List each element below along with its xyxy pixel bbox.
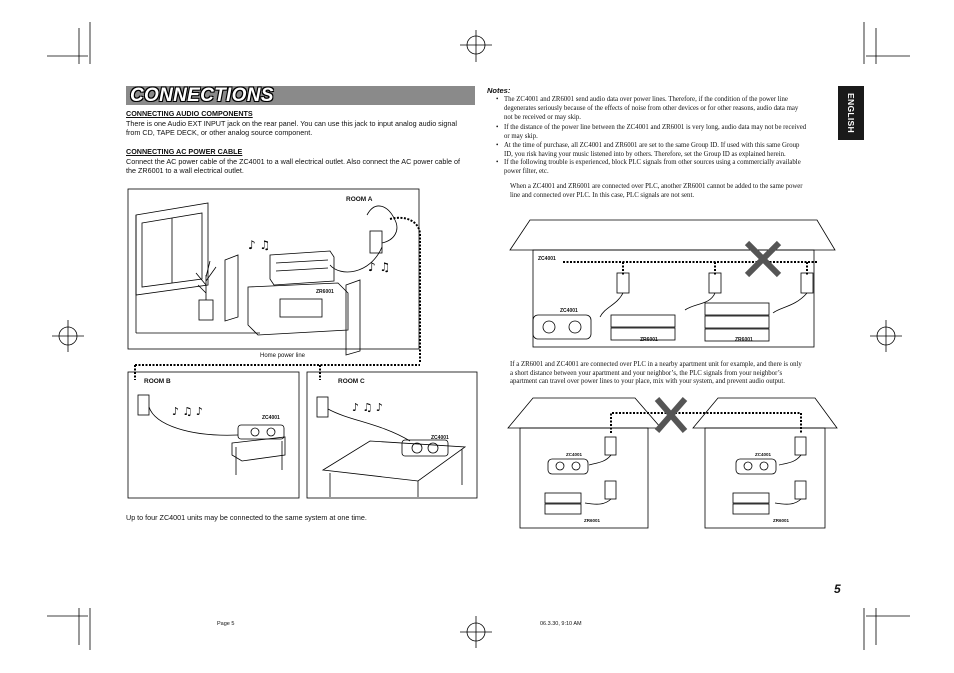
bullet: • [496, 159, 499, 166]
note-item-2: • If the distance of the power line between the ZC4001 and ZR6001 is very long, audio data may not be received or may skip. [496, 124, 807, 140]
note-item-1: • The ZC4001 and ZR6001 send audio data over power lines. Therefore, if the condition of the power line degenerates seriously because of the effects of noise from other devices or for other reasons, audio data may not be received or may skip. [496, 96, 799, 121]
power-line-1: Connect the AC power cable of the ZC4001 to a wall electrical outlet. Also connect the AC power cable of [126, 157, 461, 166]
bullet: • [496, 124, 499, 131]
zr6001-label: ZR6001 [316, 289, 334, 295]
right-house-zr6001-label: ZR6001 [773, 518, 790, 523]
note-item-3: • At the time of purchase, all ZC4001 and ZR6001 are set to the same Group ID. If used with this same Group ID, you risk having your music listened into by others. Therefore, set the Group ID as explained herein. [496, 142, 800, 158]
left-house-zr6001-label: ZR6001 [584, 518, 601, 523]
svg-text:♪ ♫: ♪ ♫ [368, 260, 391, 274]
single-house-diagram [505, 215, 840, 350]
para-neighbor-interference: If a ZR6001 and ZC4001 are connected over PLC in a nearby apartment unit for example, and there is only a short distance between your apartment and your neighbor’s, the PLC signals from your neighbor’s apartment can travel over power lines to your place, mix with your system, and prevent audio output. [510, 361, 802, 386]
zc4001-plug-tag: ZC4001 [538, 256, 556, 262]
zc4001-room-b-label: ZC4001 [262, 415, 280, 421]
audio-line-1: There is one Audio EXT INPUT jack on the rear panel. You can use this jack to input analog audio signal [126, 119, 457, 128]
two-houses-diagram [505, 393, 840, 530]
room-a-label: ROOM A [346, 196, 373, 203]
zc4001-label-right: ZC4001 [560, 308, 578, 314]
home-power-line-label: Home power line [260, 353, 306, 359]
page-title: CONNECTIONS [130, 85, 274, 106]
footer-page-label: Page 5 [217, 621, 235, 627]
max-units-note: Up to four ZC4001 units may be connected to the same system at one time. [126, 513, 367, 522]
audio-line-2: from CD, TAPE DECK, or other analog source component. [126, 128, 313, 137]
svg-text:♪ ♫ ♪: ♪ ♫ ♪ [172, 405, 203, 418]
zr6001-label-right-b: ZR6001 [735, 337, 753, 343]
power-line-2: the ZR6001 to a wall electrical outlet. [126, 166, 244, 175]
room-b-label: ROOM B [144, 378, 171, 385]
house-rooms-illustration [120, 185, 485, 505]
right-house-zc4001-label: ZC4001 [755, 452, 772, 457]
power-heading: CONNECTING AC POWER CABLE [126, 147, 243, 156]
svg-text:♪ ♫: ♪ ♫ [248, 238, 271, 252]
zr6001-label-right-a: ZR6001 [640, 337, 658, 343]
roof [510, 220, 835, 250]
left-house-zc4001-label: ZC4001 [566, 452, 583, 457]
page-number: 5 [834, 582, 841, 596]
language-label: ENGLISH [846, 93, 857, 133]
audio-heading: CONNECTING AUDIO COMPONENTS [126, 109, 253, 118]
notes-title: Notes: [487, 86, 511, 95]
zc4001-room-c-label: ZC4001 [431, 435, 449, 441]
room-c-label: ROOM C [338, 378, 365, 385]
footer-timestamp: 06.3.30, 9:10 AM [540, 621, 582, 627]
bullet: • [496, 142, 499, 149]
note-item-4: • If the following trouble is experienced, block PLC signals from other sources using a commercially available power filter, etc. [496, 159, 801, 175]
para-another-zr6001: When a ZC4001 and ZR6001 are connected over PLC, another ZR6001 cannot be added to the same power line and connected over PLC. In this case, PLC signals are not sent. [510, 183, 803, 199]
bullet: • [496, 96, 499, 103]
svg-text:♪ ♫ ♪: ♪ ♫ ♪ [352, 401, 383, 414]
